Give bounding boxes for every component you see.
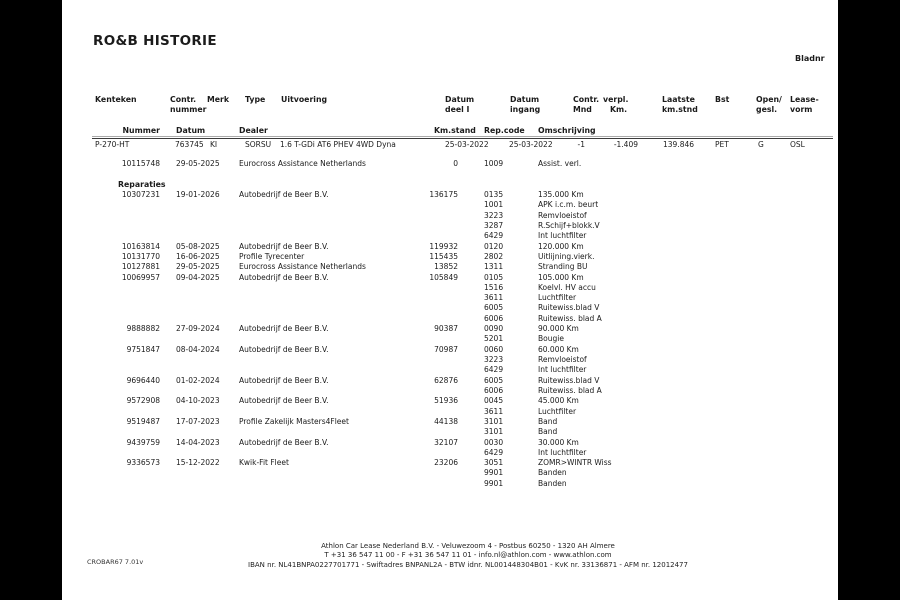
repair-line: [62, 365, 838, 375]
repair-datum: 29-05-2025: [176, 159, 220, 168]
repair-datum: 01-02-2024: [176, 375, 220, 385]
repair-line: [62, 200, 838, 210]
repair-line: [62, 159, 838, 169]
repair-code: 6429: [484, 231, 504, 241]
col-header-datum-ingang: Datum ingang: [510, 95, 541, 114]
repair-nummer: 10307231: [121, 190, 160, 199]
vehicle-contr-mnd: -1: [577, 140, 585, 149]
repair-nummer: 9519487: [126, 416, 160, 426]
col-header-datum: Datum: [176, 126, 206, 135]
repair-code: 6005: [484, 303, 504, 313]
repair-nummer: 9888882: [126, 324, 160, 334]
repair-omschrijving: Stranding BU: [538, 262, 588, 272]
repair-code: 3101: [484, 427, 504, 437]
repair-nummer: 9336573: [126, 458, 160, 468]
repair-nummer: 10131770: [121, 251, 160, 261]
repair-line: [62, 221, 838, 231]
repair-omschrijving: Koelvl. HV accu: [538, 282, 596, 292]
repair-code: 0060: [484, 344, 504, 354]
repair-code: 1516: [484, 282, 504, 292]
repair-code: 6429: [484, 365, 504, 375]
repair-code: 6005: [484, 375, 504, 385]
repairs-rows: [62, 190, 838, 489]
repair-line: [62, 438, 838, 448]
repair-line: [62, 252, 838, 262]
repair-omschrijving: Ruitewiss. blad A: [538, 385, 602, 395]
repair-line: [62, 396, 838, 406]
vehicle-bst: PET: [715, 140, 729, 149]
repair-code: 3611: [484, 293, 504, 303]
col-header-kenteken: [95, 95, 137, 105]
bladnr-label: Bladnr: [795, 54, 825, 63]
repair-omschrijving: Luchtfilter: [538, 406, 577, 416]
col-header-repcode: Rep.code: [484, 126, 525, 135]
col-header-type: Type: [245, 95, 266, 104]
repair-kmstand: 115435: [429, 251, 458, 261]
repair-omschrijving: Luchtfilter: [538, 293, 577, 303]
col-header-dealer: Dealer: [239, 126, 268, 135]
repair-nummer: 10115748: [121, 159, 160, 168]
repair-nummer: 10163814: [121, 241, 160, 251]
footer-registry-line: IBAN nr. NL41BNPA0227701771 - Swiftadres BNPANL2A - BTW idnr. NL001448304B01 - KvK nr. 33136871 - AFM nr. 12012477: [248, 560, 688, 569]
repair-omschrijving: 120.000 Km: [538, 241, 584, 251]
repair-dealer: Autobedrijf de Beer B.V.: [239, 344, 329, 354]
repair-omschrijving: Ruitewiss.blad V: [538, 375, 600, 385]
col-header-datum-deel1: Datum deel I: [445, 95, 475, 114]
repair-omschrijving: Ruitewiss. blad A: [538, 313, 602, 323]
repair-datum: 05-08-2025: [176, 241, 220, 251]
repair-omschrijving: Int luchtfilter: [538, 365, 587, 375]
footer-contact-line: T +31 36 547 11 00 - F +31 36 547 11 01 - info.nl@athlon.com - www.athlon.com: [324, 551, 612, 560]
repair-nummer: 9751847: [126, 344, 160, 354]
repair-omschrijving: Remvloeistof: [538, 210, 587, 220]
report-version-label: CROBAR67 7.01v: [87, 558, 144, 566]
repair-line: [62, 479, 838, 489]
repair-code: 0030: [484, 437, 504, 447]
repair-dealer: Autobedrijf de Beer B.V.: [239, 190, 329, 199]
col-header-omschrijving: Omschrijving: [538, 126, 596, 135]
repair-datum: 09-04-2025: [176, 272, 220, 282]
repair-line: [62, 303, 838, 313]
vehicle-leasevorm: OSL: [790, 140, 805, 149]
repair-line: [62, 376, 838, 386]
repair-code: 0120: [484, 241, 504, 251]
repair-kmstand: 136175: [429, 190, 458, 199]
repair-code: 6006: [484, 313, 504, 323]
repair-line: [62, 273, 838, 283]
repair-datum: 04-10-2023: [176, 396, 220, 406]
pre-section-rows: [62, 159, 838, 169]
repair-kmstand: 90387: [434, 324, 458, 334]
repair-omschrijving: R.Schijf+blokk.V: [538, 220, 600, 230]
repair-line: [62, 345, 838, 355]
repair-datum: 29-05-2025: [176, 262, 220, 272]
header-divider-light: [92, 136, 833, 137]
repair-line: [62, 417, 838, 427]
repair-omschrijving: 30.000 Km: [538, 437, 579, 447]
repair-omschrijving: Int luchtfilter: [538, 447, 587, 457]
repair-omschrijving: 90.000 Km: [538, 324, 579, 334]
repair-kmstand: 23206: [434, 458, 458, 468]
reparaties-heading: Reparaties: [118, 180, 166, 189]
repair-omschrijving: Remvloeistof: [538, 355, 587, 364]
repair-dealer: Eurocross Assistance Netherlands: [239, 262, 366, 272]
repair-code: 0045: [484, 396, 504, 406]
repair-line: [62, 231, 838, 241]
repair-nummer: 9439759: [126, 437, 160, 447]
repair-code: 3611: [484, 406, 504, 416]
repair-line: [62, 242, 838, 252]
document-page: [62, 0, 838, 600]
col-header-contr-nummer: Contr. nummer: [170, 95, 207, 114]
repair-omschrijving: Int luchtfilter: [538, 231, 587, 241]
repair-code: 5201: [484, 334, 504, 344]
repair-datum: 19-01-2026: [176, 190, 220, 199]
repair-dealer: Autobedrijf de Beer B.V.: [239, 272, 329, 282]
repair-dealer: Autobedrijf de Beer B.V.: [239, 396, 329, 406]
col-header-nummer: Nummer: [122, 126, 160, 135]
repair-code: 3223: [484, 210, 504, 220]
repair-line: [62, 427, 838, 437]
repair-code: 0135: [484, 190, 504, 199]
repair-omschrijving: Banden: [538, 478, 567, 488]
repair-code: 3051: [484, 458, 504, 468]
repair-kmstand: 62876: [434, 375, 458, 385]
repair-omschrijving: Bougie: [538, 334, 564, 344]
repair-code: 0105: [484, 272, 504, 282]
repair-nummer: 9696440: [126, 375, 160, 385]
repair-line: [62, 324, 838, 334]
repair-line: [62, 293, 838, 303]
repair-omschrijving: Band: [538, 416, 558, 426]
col-header-leasevorm: Lease- vorm: [790, 95, 819, 114]
repair-datum: 08-04-2024: [176, 344, 220, 354]
col-header-laatste-kmstnd: Laatste km.stnd: [662, 95, 698, 114]
vehicle-laatste-kmstnd: 139.846: [663, 140, 695, 149]
repair-kmstand: 32107: [434, 437, 458, 447]
col-header-bst: Bst: [715, 95, 730, 104]
repair-kmstand: 119932: [429, 241, 458, 251]
col-header-uitvoering: Uitvoering: [281, 95, 328, 104]
repair-code: 6429: [484, 447, 504, 457]
repair-code: 0090: [484, 324, 504, 334]
repair-omschrijving: 135.000 Km: [538, 190, 584, 199]
repair-nummer: 9572908: [126, 396, 160, 406]
col-header-kenteken-text: Kenteken: [95, 95, 137, 104]
vehicle-verpl-km: -1.409: [613, 140, 638, 149]
footer-address-line: Athlon Car Lease Nederland B.V. - Veluwezoom 4 - Postbus 60250 - 1320 AH Almere: [321, 542, 615, 550]
page-title: RO&B HISTORIE: [93, 33, 217, 49]
col-header-merk: Merk: [207, 95, 230, 104]
repair-kmstand: 51936: [434, 396, 458, 406]
repair-omschrijving: Uitlijning.vierk.: [538, 251, 595, 261]
repair-datum: 15-12-2022: [176, 458, 220, 468]
repair-line: [62, 334, 838, 344]
repair-code: 1311: [484, 262, 504, 272]
repair-omschrijving: ZOMR>WINTR Wiss: [538, 458, 612, 468]
repair-line: [62, 468, 838, 478]
repair-code: 2802: [484, 251, 504, 261]
repair-line: [62, 262, 838, 272]
repair-omschrijving: 105.000 Km: [538, 272, 584, 282]
col-header-open-gesl: Open/ gesl.: [756, 95, 782, 114]
repair-datum: 17-07-2023: [176, 416, 220, 426]
repair-omschrijving: Assist. verl.: [538, 159, 582, 168]
repair-line: [62, 283, 838, 293]
vehicle-contr-nummer: 763745: [175, 140, 204, 149]
repair-datum: 27-09-2024: [176, 324, 220, 334]
vehicle-uitvoering: 1.6 T-GDi AT6 PHEV 4WD Dyna: [280, 140, 396, 149]
repair-line: [62, 458, 838, 468]
repair-dealer: Profile Zakelijk Masters4Fleet: [239, 416, 349, 426]
repair-code: 1001: [484, 200, 504, 210]
repair-dealer: Autobedrijf de Beer B.V.: [239, 324, 329, 334]
vehicle-datum-deel1: 25-03-2022: [445, 140, 489, 149]
vehicle-row: [62, 140, 838, 150]
repair-code: 3287: [484, 220, 504, 230]
repair-code: 3223: [484, 355, 504, 364]
repair-dealer: Eurocross Assistance Netherlands: [239, 159, 366, 168]
col-header-verpl-km: verpl. Km.: [603, 95, 629, 114]
vehicle-open-gesl: G: [758, 140, 764, 149]
repair-dealer: Profile Tyrecenter: [239, 251, 305, 261]
col-header-kmstand: Km.stand: [434, 126, 476, 135]
vehicle-kenteken: P-270-HT: [95, 140, 130, 149]
repair-datum: 16-06-2025: [176, 251, 220, 261]
repair-kmstand: 13852: [434, 262, 458, 272]
repair-line: [62, 211, 838, 221]
repair-dealer: Kwik-Fit Fleet: [239, 458, 289, 468]
repair-line: [62, 407, 838, 417]
repair-omschrijving: APK i.c.m. beurt: [538, 200, 599, 210]
repair-code: 1009: [484, 159, 504, 168]
repair-kmstand: 0: [453, 159, 458, 168]
repair-dealer: Autobedrijf de Beer B.V.: [239, 437, 329, 447]
repair-omschrijving: Ruitewiss.blad V: [538, 303, 600, 313]
repair-nummer: 10127881: [121, 262, 160, 272]
repair-omschrijving: 60.000 Km: [538, 344, 579, 354]
repair-line: [62, 386, 838, 396]
repair-kmstand: 105849: [429, 272, 458, 282]
col-header-contr-mnd: Contr. Mnd: [573, 95, 600, 114]
repair-omschrijving: 45.000 Km: [538, 396, 579, 406]
repair-line: [62, 448, 838, 458]
repair-kmstand: 70987: [434, 344, 458, 354]
repair-line: [62, 355, 838, 365]
repair-omschrijving: Banden: [538, 468, 567, 478]
repair-line: [62, 314, 838, 324]
repair-omschrijving: Band: [538, 427, 558, 437]
repair-code: 3101: [484, 416, 504, 426]
vehicle-merk: KI: [210, 140, 218, 149]
vehicle-datum-ingang: 25-03-2022: [509, 140, 553, 149]
repair-kmstand: 44138: [434, 416, 458, 426]
repair-dealer: Autobedrijf de Beer B.V.: [239, 241, 329, 251]
repair-line: [62, 190, 838, 200]
repair-code: 9901: [484, 468, 504, 478]
vehicle-type: SORSU: [245, 140, 272, 149]
repair-dealer: Autobedrijf de Beer B.V.: [239, 375, 329, 385]
header-divider-dark: [92, 138, 833, 139]
repair-code: 6006: [484, 385, 504, 395]
repair-datum: 14-04-2023: [176, 437, 220, 447]
footer: [98, 542, 838, 570]
repair-nummer: 10069957: [121, 272, 160, 282]
repair-code: 9901: [484, 478, 504, 488]
